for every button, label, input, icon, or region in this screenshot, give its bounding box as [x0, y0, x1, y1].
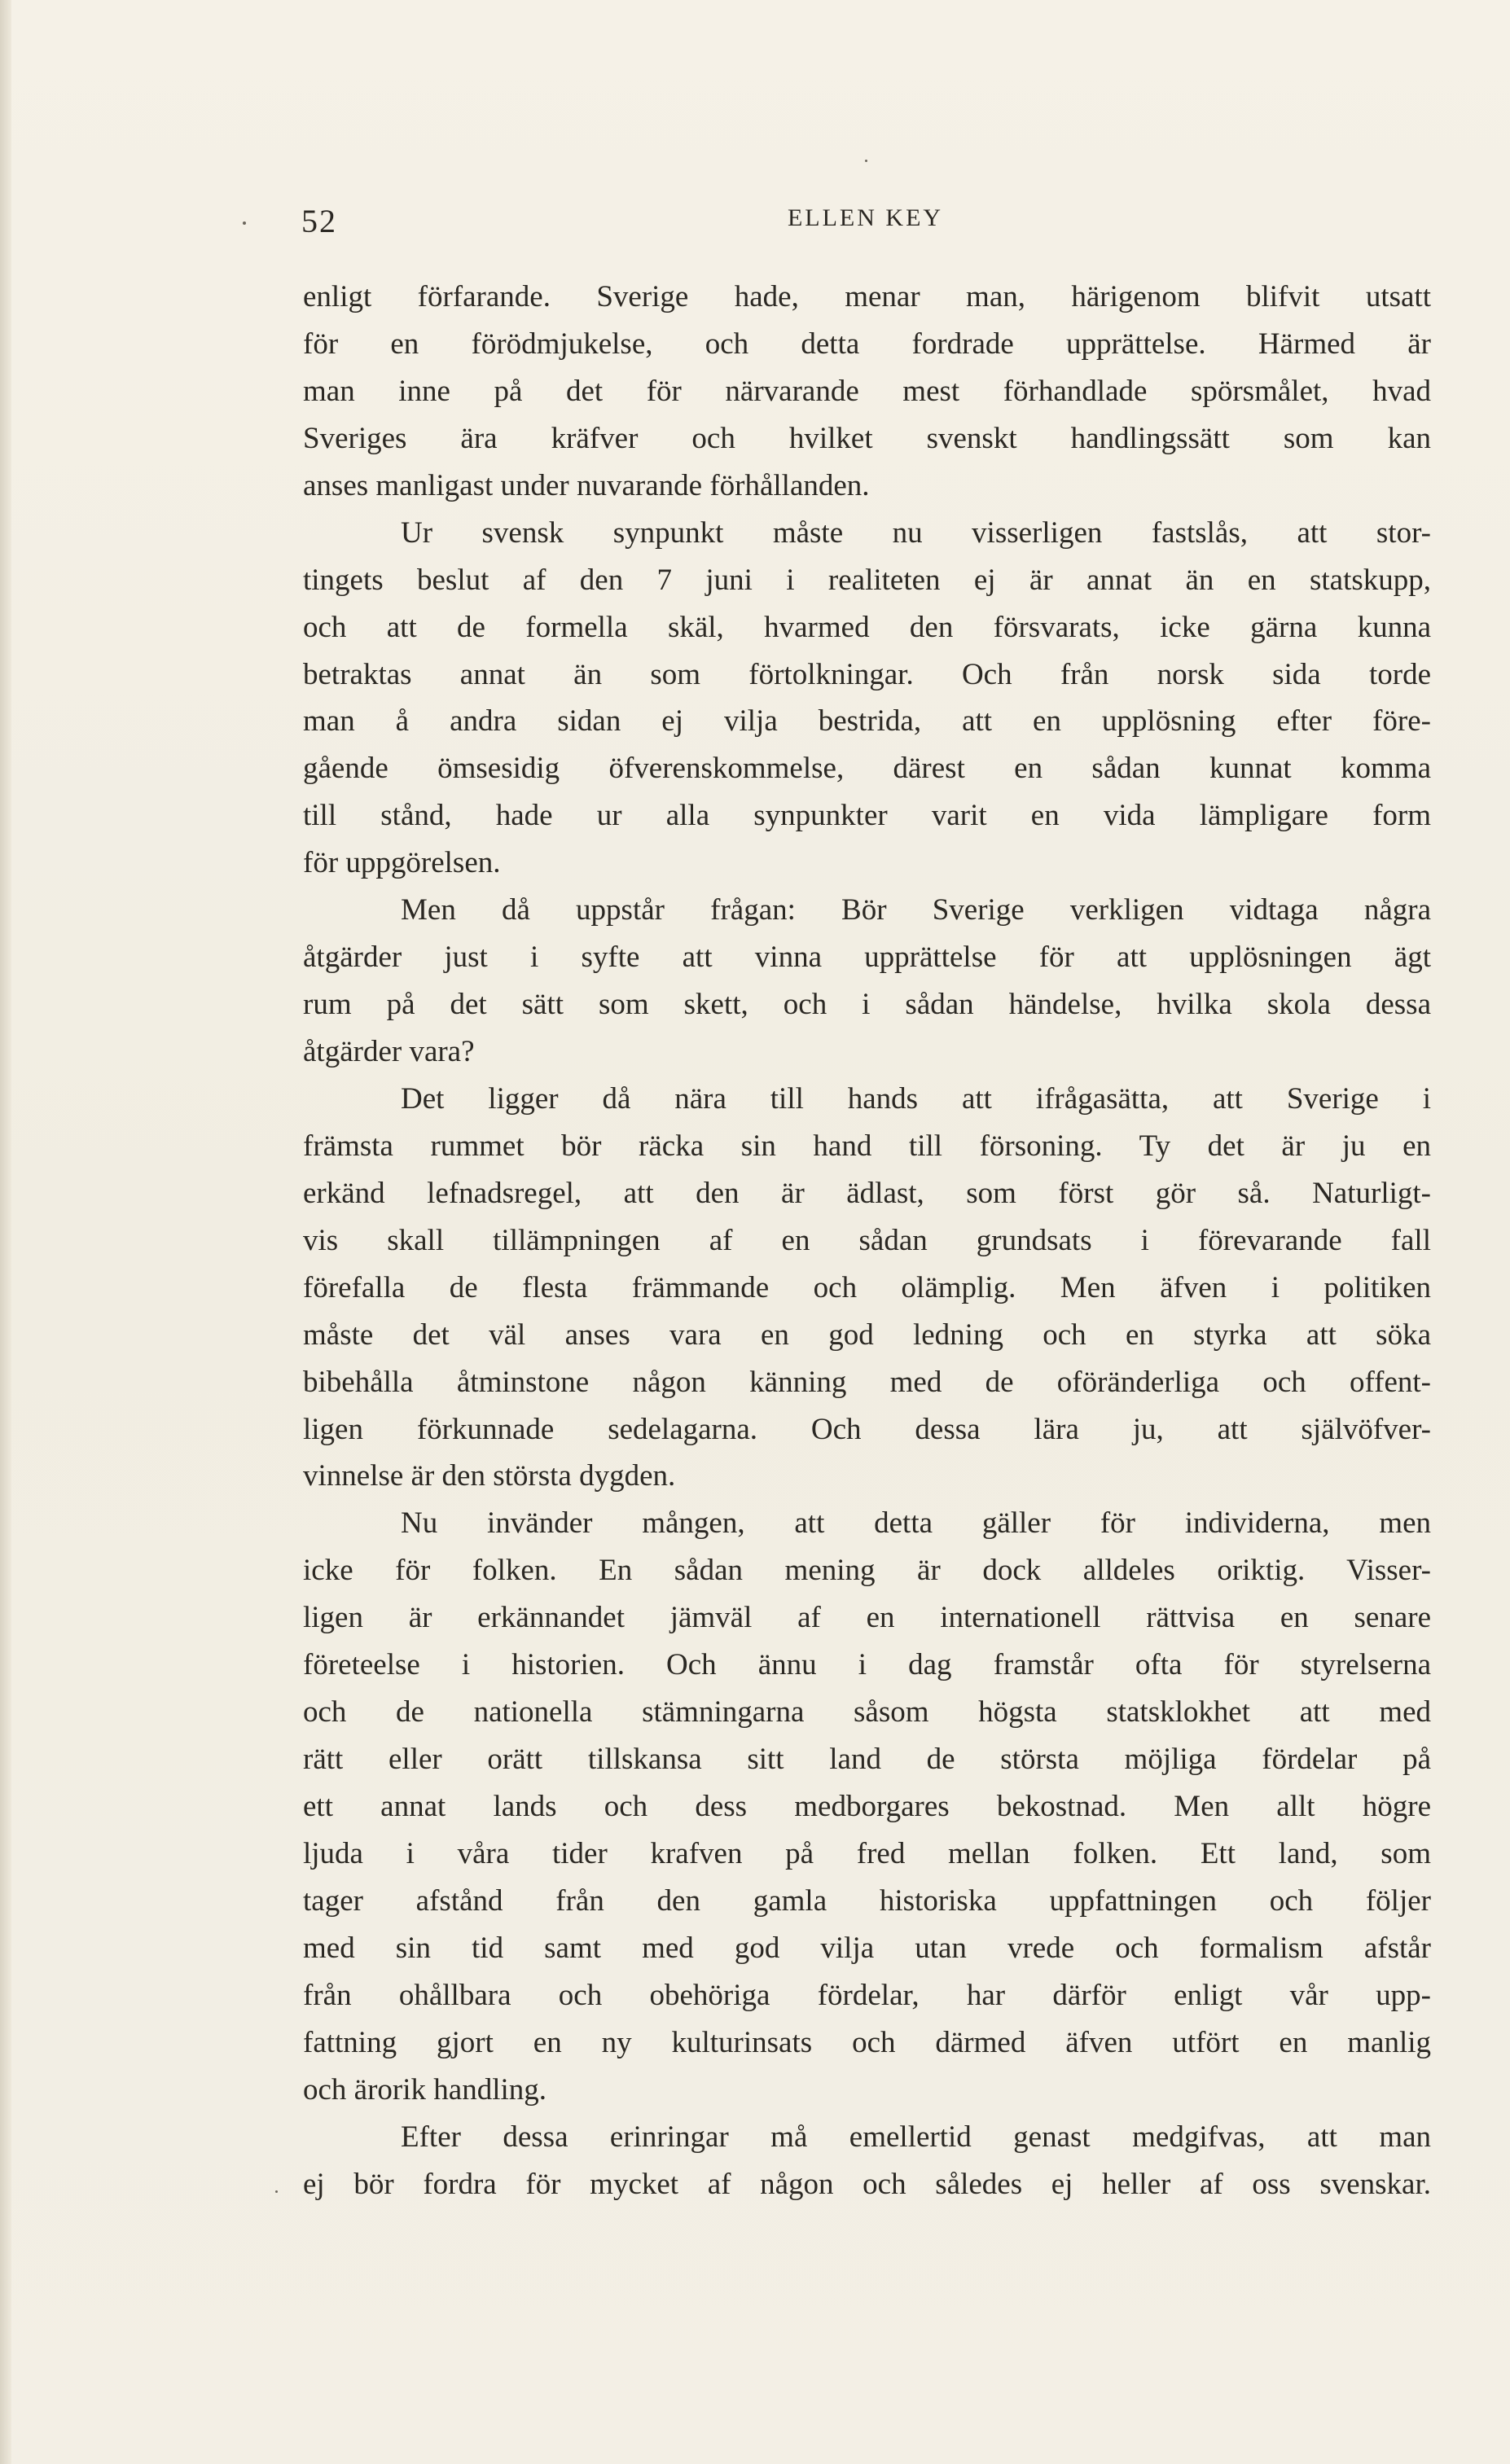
- text-line: tager afstånd från den gamla historiska uppfattningen och följer: [303, 1883, 1431, 1918]
- text-line: Sveriges ära kräfver och hvilket svenskt handlingssätt som kan: [303, 421, 1431, 455]
- text-line: från ohållbara och obehöriga fördelar, har därför enligt vår upp-: [303, 1978, 1431, 2012]
- text-line: och ärorik handling.: [303, 2072, 546, 2107]
- text-line: förefalla de flesta främmande och olämplig. Men äfven i politiken: [303, 1270, 1431, 1304]
- paragraph-first-line: Men då uppstår frågan: Bör Sverige verkligen vidtaga några: [401, 893, 1431, 927]
- text-line: för en förödmjukelse, och detta fordrade upprättelse. Härmed är: [303, 327, 1431, 361]
- text-line: och att de formella skäl, hvarmed den försvarats, icke gärna kunna: [303, 610, 1431, 644]
- text-line: till stånd, hade ur alla synpunkter varit en vida lämpligare form: [303, 799, 1431, 833]
- page-header: [301, 202, 1429, 243]
- text-line: ligen förkunnade sedelagarna. Och dessa lära ju, att självöfver-: [303, 1412, 1431, 1446]
- text-line: med sin tid samt med god vilja utan vrede och formalism afstår: [303, 1931, 1431, 1965]
- text-line: främsta rummet bör räcka sin hand till försoning. Ty det är ju en: [303, 1129, 1431, 1163]
- text-line: ett annat lands och dess medborgares bekostnad. Men allt högre: [303, 1790, 1431, 1823]
- text-line: vis skall tillämpningen af en sådan grundsats i förevarande fall: [303, 1223, 1431, 1257]
- text-line: betraktas annat än som förtolkningar. Och från norsk sida torde: [303, 657, 1431, 691]
- paragraph-first-line: Det ligger då nära till hands att ifrågasätta, att Sverige i: [401, 1081, 1431, 1116]
- text-line: tingets beslut af den 7 juni i realiteten ej är annat än en statskupp,: [303, 563, 1431, 597]
- body-text: [303, 274, 1431, 2208]
- text-line: ljuda i våra tider krafven på fred mellan folken. Ett land, som: [303, 1836, 1431, 1870]
- text-line: bibehålla åtminstone någon känning med de oföränderliga och offent-: [303, 1365, 1431, 1399]
- text-line: vinnelse är den största dygden.: [303, 1459, 676, 1493]
- margin-speck: [275, 2190, 278, 2193]
- text-line: måste det väl anses vara en god ledning och en styrka att söka: [303, 1317, 1431, 1352]
- paragraph-first-line: Efter dessa erinringar må emellertid genast medgifvas, att man: [401, 2120, 1431, 2154]
- page-number: 52: [301, 203, 337, 239]
- text-line: och de nationella stämningarna såsom högsta statsklokhet att med: [303, 1695, 1431, 1730]
- text-line: anses manligast under nuvarande förhållanden.: [303, 468, 870, 502]
- text-line: rätt eller orätt tillskansa sitt land de största möjliga fördelar på: [303, 1743, 1431, 1777]
- text-line: ligen är erkännandet jämväl af en internationell rättvisa en senare: [303, 1601, 1431, 1635]
- text-line: för uppgörelsen.: [303, 846, 501, 880]
- text-line: rum på det sätt som skett, och i sådan händelse, hvilka skola dessa: [303, 988, 1431, 1022]
- text-line: enligt förfarande. Sverige hade, menar man, härigenom blifvit utsatt: [303, 280, 1431, 313]
- text-line: man å andra sidan ej vilja bestrida, att en upplösning efter före-: [303, 704, 1431, 739]
- margin-speck: [243, 221, 246, 225]
- page-edge-shadow: [0, 0, 11, 2464]
- text-line: åtgärder just i syfte att vinna upprättelse för att upplösningen ägt: [303, 940, 1431, 975]
- paragraph-first-line: Ur svensk synpunkt måste nu visserligen fastslås, att stor-: [401, 515, 1431, 550]
- paragraph-first-line: Nu invänder mången, att detta gäller för individerna, men: [401, 1506, 1431, 1541]
- text-line: företeelse i historien. Och ännu i dag framstår ofta för styrelserna: [303, 1648, 1431, 1682]
- text-line: gående ömsesidig öfverenskommelse, därest en sådan kunnat komma: [303, 752, 1431, 786]
- text-line: man inne på det för närvarande mest förhandlade spörsmålet, hvad: [303, 374, 1431, 408]
- margin-speck: [865, 160, 867, 162]
- running-head: ELLEN KEY: [787, 204, 944, 231]
- text-line: åtgärder vara?: [303, 1035, 475, 1068]
- text-line: ej bör fordra för mycket af någon och således ej heller af oss svenskar.: [303, 2167, 1431, 2201]
- text-line: erkänd lefnadsregel, att den är ädlast, som först gör så. Naturligt-: [303, 1176, 1431, 1210]
- text-line: icke för folken. En sådan mening är dock alldeles oriktig. Visser-: [303, 1554, 1431, 1588]
- text-line: fattning gjort en ny kulturinsats och därmed äfven utfört en manlig: [303, 2025, 1431, 2059]
